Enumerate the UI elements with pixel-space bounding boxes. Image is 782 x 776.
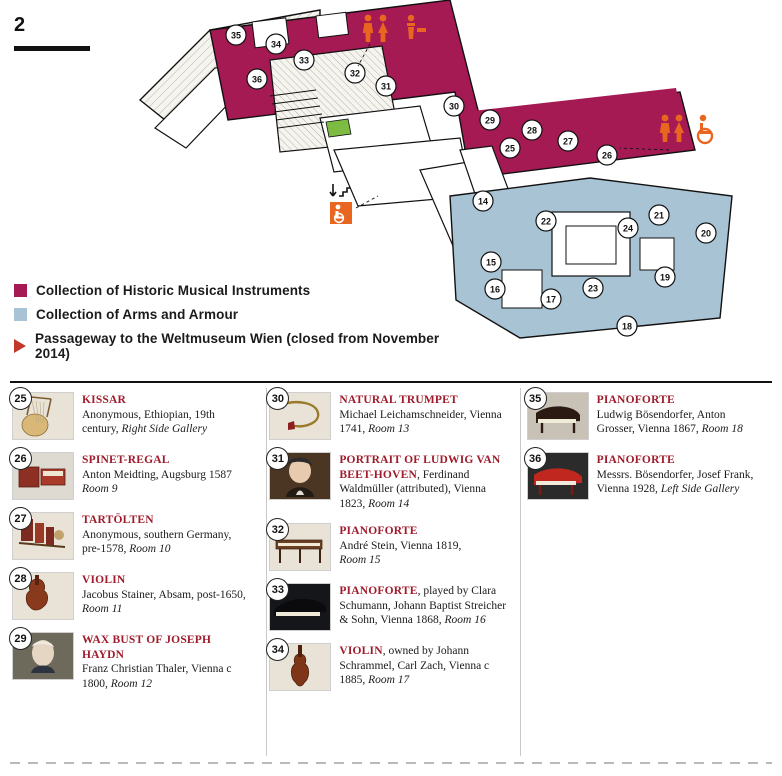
svg-text:31: 31 xyxy=(380,81,392,92)
list-item xyxy=(12,632,249,691)
list-item xyxy=(269,392,506,440)
elevator-accessible-icon xyxy=(330,202,352,224)
catalogue-list xyxy=(12,392,772,703)
list-item xyxy=(527,392,764,440)
entry-text xyxy=(82,392,249,440)
legend-swatch-music xyxy=(14,284,27,297)
svg-text:20: 20 xyxy=(700,228,712,239)
entry-desc-1: Anonymous, southern Germany, xyxy=(82,528,232,541)
entry-desc-2: c 1800, xyxy=(82,663,232,690)
entry-desc-1: Messrs. Bösendorfer, Josef Frank, xyxy=(596,468,754,481)
entry-desc-2: Vienna 1741, xyxy=(339,408,502,435)
entry-number-badge: 26 xyxy=(9,447,32,470)
entry-desc-1: , played by Clara xyxy=(417,585,497,597)
thumbnail-wrap xyxy=(269,452,331,511)
svg-text:35: 35 xyxy=(230,30,242,41)
entry-desc-2: (attributed), Vienna 1823, xyxy=(339,483,487,510)
thumbnail-wrap xyxy=(12,572,74,620)
entry-location: Room 9 xyxy=(82,483,118,495)
entry-number-badge: 33 xyxy=(266,578,289,601)
entry-title: WAX BUST OF JOSEPH HAYDN xyxy=(82,634,212,661)
legend-label-passageway: Passageway to the Weltmuseum Wien (closed from November 2014) xyxy=(35,331,440,361)
entry-location: Room 12 xyxy=(110,677,152,690)
legend-label-arms: Collection of Arms and Armour xyxy=(36,307,239,322)
svg-text:26: 26 xyxy=(601,150,613,161)
entry-title: PIANOFORTE xyxy=(596,454,675,466)
entry-desc-1: Ludwig Bösendorfer, Anton xyxy=(596,408,726,421)
entry-title: SPINET-REGAL xyxy=(82,454,170,466)
entry-desc-1: Michael Leichamschneider, xyxy=(339,408,470,421)
svg-text:30: 30 xyxy=(448,101,460,112)
entry-title: PIANOFORTE xyxy=(339,585,418,597)
catalogue-column-3 xyxy=(527,392,772,703)
svg-text:34: 34 xyxy=(270,39,282,50)
entry-text xyxy=(82,452,249,500)
entry-number-badge: 25 xyxy=(9,387,32,410)
svg-text:19: 19 xyxy=(659,272,671,283)
svg-text:25: 25 xyxy=(504,143,516,154)
entry-number-badge: 34 xyxy=(266,638,289,661)
legend-item-music xyxy=(14,283,454,298)
entry-location: Right Side Gallery xyxy=(121,423,208,435)
entry-number-badge: 28 xyxy=(9,567,32,590)
svg-text:17: 17 xyxy=(545,294,557,305)
thumbnail-wrap xyxy=(527,452,589,500)
thumbnail-wrap xyxy=(269,583,331,631)
catalogue-column-1 xyxy=(12,392,257,703)
entry-text xyxy=(339,643,506,691)
svg-text:27: 27 xyxy=(562,136,574,147)
list-item xyxy=(12,452,249,500)
entry-number-badge: 35 xyxy=(524,387,547,410)
list-item xyxy=(269,583,506,631)
page-rule xyxy=(14,46,90,51)
thumbnail-wrap xyxy=(12,452,74,500)
entry-number-badge: 27 xyxy=(9,507,32,530)
entry-desc-1: Anonymous, Ethiopian, 19th xyxy=(82,408,215,421)
entry-text xyxy=(597,392,764,440)
entry-location: Room 17 xyxy=(368,674,410,686)
entry-title: NATURAL TRUMPET xyxy=(339,394,458,406)
entry-desc-3: c 1885, xyxy=(339,659,490,686)
thumbnail-wrap xyxy=(12,512,74,560)
svg-text:22: 22 xyxy=(540,216,552,227)
entry-location: Room 18 xyxy=(701,423,743,435)
entry-number-badge: 30 xyxy=(266,387,289,410)
thumbnail-wrap xyxy=(269,643,331,691)
entry-location: Room 13 xyxy=(368,423,410,435)
thumbnail-wrap xyxy=(269,523,331,571)
list-item xyxy=(269,523,506,571)
thumbnail-wrap xyxy=(12,392,74,440)
entry-title: PIANOFORTE xyxy=(596,394,675,406)
section-divider xyxy=(10,381,772,383)
legend-swatch-arms xyxy=(14,308,27,321)
wheelchair-icon xyxy=(698,115,712,143)
entry-text xyxy=(339,583,506,631)
entry-number-badge: 36 xyxy=(524,447,547,470)
entry-text xyxy=(339,452,506,511)
svg-text:21: 21 xyxy=(653,210,665,221)
entry-desc-2: Schumann, Johann Baptist Streicher xyxy=(339,599,507,612)
svg-text:14: 14 xyxy=(477,196,489,207)
entry-desc-1: Jacobus Stainer, Absam, post-1650, xyxy=(82,588,246,601)
entry-location: Left Side Gallery xyxy=(660,483,740,495)
entry-desc-1: Anton Meidting, Augsburg 1587 xyxy=(82,468,232,481)
entry-text xyxy=(82,572,249,620)
svg-text:28: 28 xyxy=(526,125,538,136)
footer-dotted-rule xyxy=(10,762,772,764)
entry-location: Room 16 xyxy=(444,614,486,626)
entry-title: TARTÖLTEN xyxy=(82,514,154,526)
entry-title: VIOLIN xyxy=(339,645,383,657)
entry-location: Room 14 xyxy=(368,497,410,510)
thumbnail-wrap xyxy=(12,632,74,691)
svg-text:18: 18 xyxy=(621,321,633,332)
entry-text xyxy=(339,523,461,571)
entry-desc-1: Franz Christian Thaler, Vienna xyxy=(82,663,227,675)
entry-desc-2: Grosser, Vienna 1867, xyxy=(596,423,702,435)
entry-number-badge: 32 xyxy=(266,518,289,541)
entry-text xyxy=(82,632,249,691)
list-item xyxy=(269,452,506,511)
entry-location: Room 11 xyxy=(82,603,123,615)
map-legend xyxy=(14,283,454,370)
entry-number-badge: 31 xyxy=(266,447,289,470)
catalogue-column-2 xyxy=(269,392,514,703)
entry-desc-1: André Stein, Vienna 1819, xyxy=(339,539,462,552)
svg-text:15: 15 xyxy=(485,257,497,268)
entry-desc-3: & Sohn, Vienna 1868, xyxy=(339,614,445,626)
svg-text:24: 24 xyxy=(622,223,634,234)
entry-text xyxy=(597,452,764,500)
triangle-marker-icon xyxy=(14,339,26,353)
entry-desc-2: Vienna 1928, xyxy=(596,483,661,495)
entry-title: PIANOFORTE xyxy=(339,525,418,537)
svg-text:36: 36 xyxy=(251,74,263,85)
entry-text xyxy=(82,512,249,560)
entry-location: Room 10 xyxy=(129,543,171,555)
thumbnail-wrap xyxy=(269,392,331,440)
entry-desc-2: Schrammel, Carl Zach, Vienna xyxy=(339,659,485,672)
entry-title: PORTRAIT OF LUDWIG VAN BEET-HOVEN xyxy=(339,454,501,481)
svg-text:23: 23 xyxy=(587,283,599,294)
entry-desc-2: pre-1578, xyxy=(82,543,130,555)
list-item xyxy=(269,643,506,691)
list-item xyxy=(12,572,249,620)
list-item xyxy=(12,512,249,560)
legend-item-passageway xyxy=(14,331,454,361)
entry-desc-1: , owned by Johann xyxy=(382,645,469,657)
svg-text:29: 29 xyxy=(484,115,496,126)
list-item xyxy=(527,452,764,500)
entry-text xyxy=(339,392,506,440)
entry-title: VIOLIN xyxy=(82,574,126,586)
stairs-down-icon xyxy=(330,182,350,202)
list-item xyxy=(12,392,249,440)
entry-desc-2: century, xyxy=(82,423,122,435)
svg-text:32: 32 xyxy=(349,68,361,79)
entry-number-badge: 29 xyxy=(9,627,32,650)
entry-title: KISSAR xyxy=(82,394,127,406)
svg-text:33: 33 xyxy=(298,55,310,66)
svg-text:16: 16 xyxy=(489,284,501,295)
entry-desc-1: , Ferdinand Waldmüller xyxy=(339,468,470,495)
thumbnail-wrap xyxy=(527,392,589,440)
legend-item-arms xyxy=(14,307,454,322)
page-number: 2 xyxy=(14,14,26,36)
entry-location: Room 15 xyxy=(339,554,381,566)
legend-label-music: Collection of Historic Musical Instruments xyxy=(36,283,311,298)
